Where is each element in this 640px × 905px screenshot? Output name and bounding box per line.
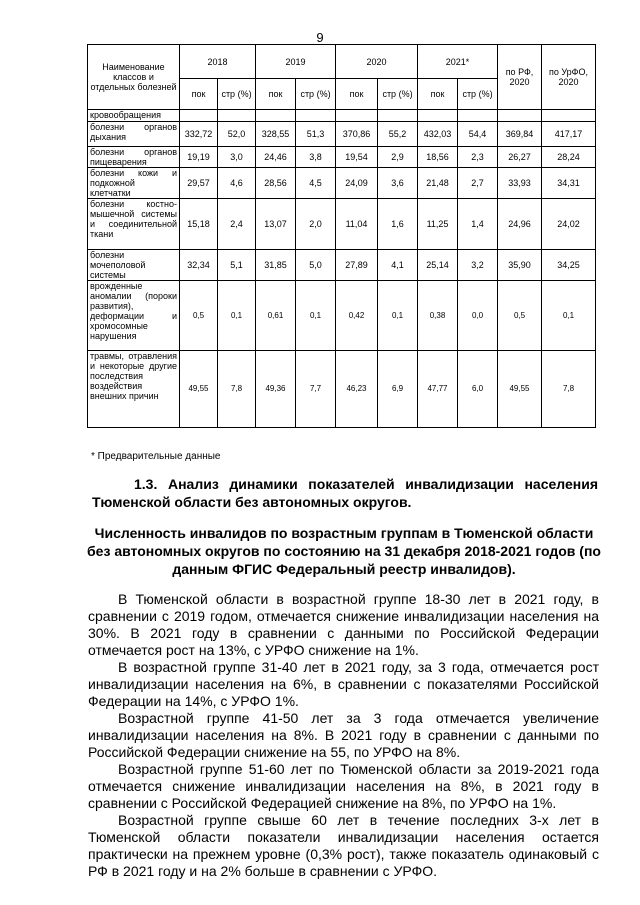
value-cell: 0,42 [336,281,378,351]
table-row [88,281,596,351]
value-cell: 4,6 [218,168,256,199]
header-year: 2020 [336,45,418,79]
value-cell: 35,90 [498,250,542,281]
value-cell: 26,27 [498,147,542,168]
value-cell: 46,23 [336,351,378,428]
value-cell: 5,0 [296,250,336,281]
value-cell: 54,4 [458,122,498,147]
disease-name-cell: болезни костно-мышечной системы и соединительной ткани [88,199,180,250]
header-pok: пок [336,79,378,110]
value-cell: 1,4 [458,199,498,250]
header-str: стр (%) [296,79,336,110]
value-cell: 11,25 [418,199,458,250]
value-cell: 19,19 [180,147,218,168]
table-row [88,250,596,281]
value-cell: 49,55 [498,351,542,428]
value-cell: 7,7 [296,351,336,428]
disease-statistics-table [87,44,596,428]
value-cell: 13,07 [256,199,296,250]
table-row [88,110,596,122]
value-cell: 1,6 [378,199,418,250]
value-cell: 6,0 [458,351,498,428]
header-year: 2019 [256,45,336,79]
value-cell: 2,9 [378,147,418,168]
value-cell [180,110,218,122]
disease-name-cell: болезни мочеполовой системы [88,250,180,281]
section-heading: 1.3. Анализ динамики показателей инвалидизации населения Тюменской области без автономных округов. [92,476,598,510]
value-cell: 4,1 [378,250,418,281]
paragraph: В возрастной группе 31-40 лет в 2021 году, за 3 года, отмечается рост инвалидизации населения на 6%, в сравнении с показателями Российской Федерации на 14%, с УРФО 1%. [88,659,599,709]
value-cell: 33,93 [498,168,542,199]
value-cell: 49,36 [256,351,296,428]
value-cell: 3,2 [458,250,498,281]
value-cell: 24,02 [542,199,596,250]
header-pok: пок [256,79,296,110]
value-cell: 0,5 [498,281,542,351]
value-cell [336,110,378,122]
header-disease-name: Наименование классов и отдельных болезней [88,45,180,110]
value-cell: 11,04 [336,199,378,250]
value-cell: 4,5 [296,168,336,199]
value-cell: 19,54 [336,147,378,168]
value-cell: 3,6 [378,168,418,199]
value-cell [418,110,458,122]
paragraph: Возрастной группе 41-50 лет за 3 года отмечается увеличение инвалидизации населения на 8%. В 2021 году в сравнении с данными по Российской Федерации снижение на 55, по УРФО на 8%. [88,710,599,760]
disease-name-cell: болезни органов пищеварения [88,147,180,168]
value-cell: 32,34 [180,250,218,281]
value-cell: 432,03 [418,122,458,147]
table-row [88,351,596,428]
table-row [88,168,596,199]
header-str: стр (%) [458,79,498,110]
value-cell: 15,18 [180,199,218,250]
value-cell [296,110,336,122]
disease-name-cell: болезни органов дыхания [88,122,180,147]
value-cell: 0,1 [218,281,256,351]
value-cell: 28,24 [542,147,596,168]
value-cell: 0,61 [256,281,296,351]
value-cell: 24,46 [256,147,296,168]
value-cell: 2,3 [458,147,498,168]
value-cell: 31,85 [256,250,296,281]
header-year: 2021* [418,45,498,79]
value-cell: 24,96 [498,199,542,250]
value-cell: 7,8 [542,351,596,428]
value-cell: 0,38 [418,281,458,351]
value-cell [542,110,596,122]
footnote: * Предварительные данные [91,451,221,462]
value-cell: 2,0 [296,199,336,250]
value-cell [458,110,498,122]
value-cell: 55,2 [378,122,418,147]
value-cell: 29,57 [180,168,218,199]
header-year: 2018 [180,45,256,79]
value-cell: 6,9 [378,351,418,428]
body-text [88,591,599,880]
value-cell: 25,14 [418,250,458,281]
disease-name-cell: травмы, отравления и некоторые другие последствия воздействия внешних причин [88,351,180,428]
value-cell: 328,55 [256,122,296,147]
disease-name-cell: кровообращения [88,110,180,122]
value-cell: 0,5 [180,281,218,351]
value-cell: 417,17 [542,122,596,147]
header-pok: пок [180,79,218,110]
paragraph: В Тюменской области в возрастной группе 18-30 лет в 2021 году, в сравнении с 2019 годом, отмечается снижение инвалидизации населения на 30%. В 2021 году в сравнении с данными по Российской Федерации отмечается рост на 13%, с УРФО снижение на 1%. [88,591,599,658]
header-urfo: по УрФО, 2020 [542,45,596,110]
value-cell: 0,1 [542,281,596,351]
value-cell: 34,31 [542,168,596,199]
disease-name-cell: врожденные аномалии (пороки развития), деформации и хромосомные нарушения [88,281,180,351]
value-cell: 18,56 [418,147,458,168]
value-cell: 47,77 [418,351,458,428]
value-cell: 3,8 [296,147,336,168]
value-cell: 27,89 [336,250,378,281]
table-row [88,199,596,250]
value-cell [378,110,418,122]
value-cell: 3,0 [218,147,256,168]
value-cell: 52,0 [218,122,256,147]
header-str: стр (%) [218,79,256,110]
value-cell: 49,55 [180,351,218,428]
value-cell: 7,8 [218,351,256,428]
value-cell: 2,4 [218,199,256,250]
value-cell: 0,1 [378,281,418,351]
page-number: 9 [316,30,324,45]
value-cell: 369,84 [498,122,542,147]
value-cell: 2,7 [458,168,498,199]
table-row [88,147,596,168]
value-cell: 0,0 [458,281,498,351]
value-cell: 51,3 [296,122,336,147]
header-rf: по РФ, 2020 [498,45,542,110]
value-cell [498,110,542,122]
value-cell: 21,48 [418,168,458,199]
sub-heading: Численность инвалидов по возрастным группам в Тюменской области без автономных округов по состоянию на 31 декабря 2018-2021 годов (по данным ФГИС Федеральный реестр инвалидов). [87,525,601,577]
paragraph: Возрастной группе 51-60 лет по Тюменской области за 2019-2021 года отмечается снижение инвалидизации населения на 8%, в 2021 году в сравнении с Российской Федерацией снижение на 8%, по УРФО на 1%. [88,761,599,811]
value-cell: 34,25 [542,250,596,281]
value-cell: 370,86 [336,122,378,147]
value-cell: 0,1 [296,281,336,351]
value-cell: 24,09 [336,168,378,199]
value-cell [218,110,256,122]
value-cell: 5,1 [218,250,256,281]
header-str: стр (%) [378,79,418,110]
value-cell: 332,72 [180,122,218,147]
value-cell [256,110,296,122]
paragraph: Возрастной группе свыше 60 лет в течение последних 3-х лет в Тюменской области показатели инвалидизации населения остается практически на прежнем уровне (0,3% рост), также показатель одинаковый с РФ в 2021 году и на 2% больше в сравнении с УРФО. [88,812,599,879]
value-cell: 28,56 [256,168,296,199]
disease-name-cell: болезни кожи и подкожной клетчатки [88,168,180,199]
header-pok: пок [418,79,458,110]
table-row [88,122,596,147]
